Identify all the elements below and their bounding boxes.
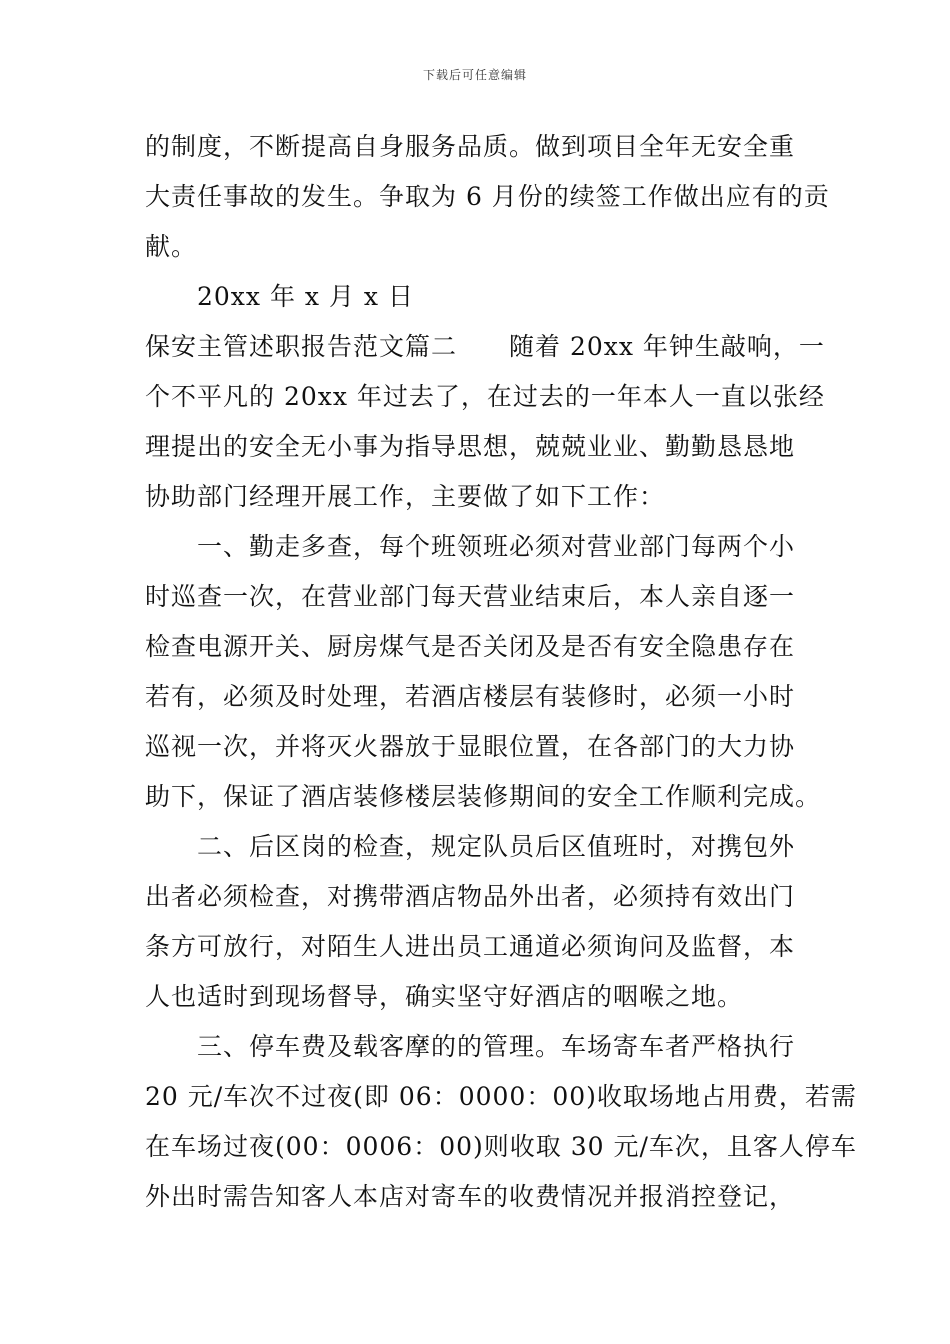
text-line: 大责任事故的发生。争取为 6 月份的续签工作做出应有的贡 <box>145 182 830 211</box>
text-line: 人也适时到现场督导，确实坚守好酒店的咽喉之地。 <box>145 982 744 1011</box>
text-line: 献。 <box>145 232 198 261</box>
text-line: 三、停车费及载客摩的的管理。车场寄车者严格执行 <box>145 1032 796 1061</box>
section-title-line <box>145 322 825 372</box>
section-title: 保安主管述职报告范文篇二 <box>145 332 458 361</box>
text-line: 条方可放行，对陌生人进出员工通道必须询问及监督，本 <box>145 932 796 961</box>
text-line: 协助部门经理开展工作，主要做了如下工作： <box>145 482 666 511</box>
text-line: 二、后区岗的检查，规定队员后区值班时，对携包外 <box>145 832 796 861</box>
text-line: 巡视一次，并将灭火器放于显眼位置，在各部门的大力协 <box>145 732 796 761</box>
text-line: 随着 20xx 年钟生敲响，一 <box>509 332 825 361</box>
text-line: 20 元/车次不过夜(即 06：0000：00)收取场地占用费，若需 <box>145 1082 857 1111</box>
text-line: 个不平凡的 20xx 年过去了，在过去的一年本人一直以张经 <box>145 382 825 411</box>
text-line: 在车场过夜(00：0006：00)则收取 30 元/车次，且客人停车 <box>145 1132 857 1161</box>
text-line: 外出时需告知客人本店对寄车的收费情况并报消控登记， <box>145 1182 796 1211</box>
document-body <box>145 122 857 1222</box>
text-line: 助下，保证了酒店装修楼层装修期间的安全工作顺利完成。 <box>145 782 822 811</box>
text-line: 出者必须检查，对携带酒店物品外出者，必须持有效出门 <box>145 882 796 911</box>
text-line: 时巡查一次，在营业部门每天营业结束后，本人亲自逐一 <box>145 582 796 611</box>
text-line: 的制度，不断提高自身服务品质。做到项目全年无安全重 <box>145 132 796 161</box>
text-line: 一、勤走多查，每个班领班必须对营业部门每两个小 <box>145 532 796 561</box>
page-header: 下载后可任意编辑 <box>422 68 527 82</box>
date-line: 20xx 年 x 月 x 日 <box>145 282 414 311</box>
text-line: 若有，必须及时处理，若酒店楼层有装修时，必须一小时 <box>145 682 796 711</box>
text-line: 理提出的安全无小事为指导思想，兢兢业业、勤勤恳恳地 <box>145 432 796 461</box>
text-line: 检查电源开关、厨房煤气是否关闭及是否有安全隐患存在 <box>145 632 796 661</box>
